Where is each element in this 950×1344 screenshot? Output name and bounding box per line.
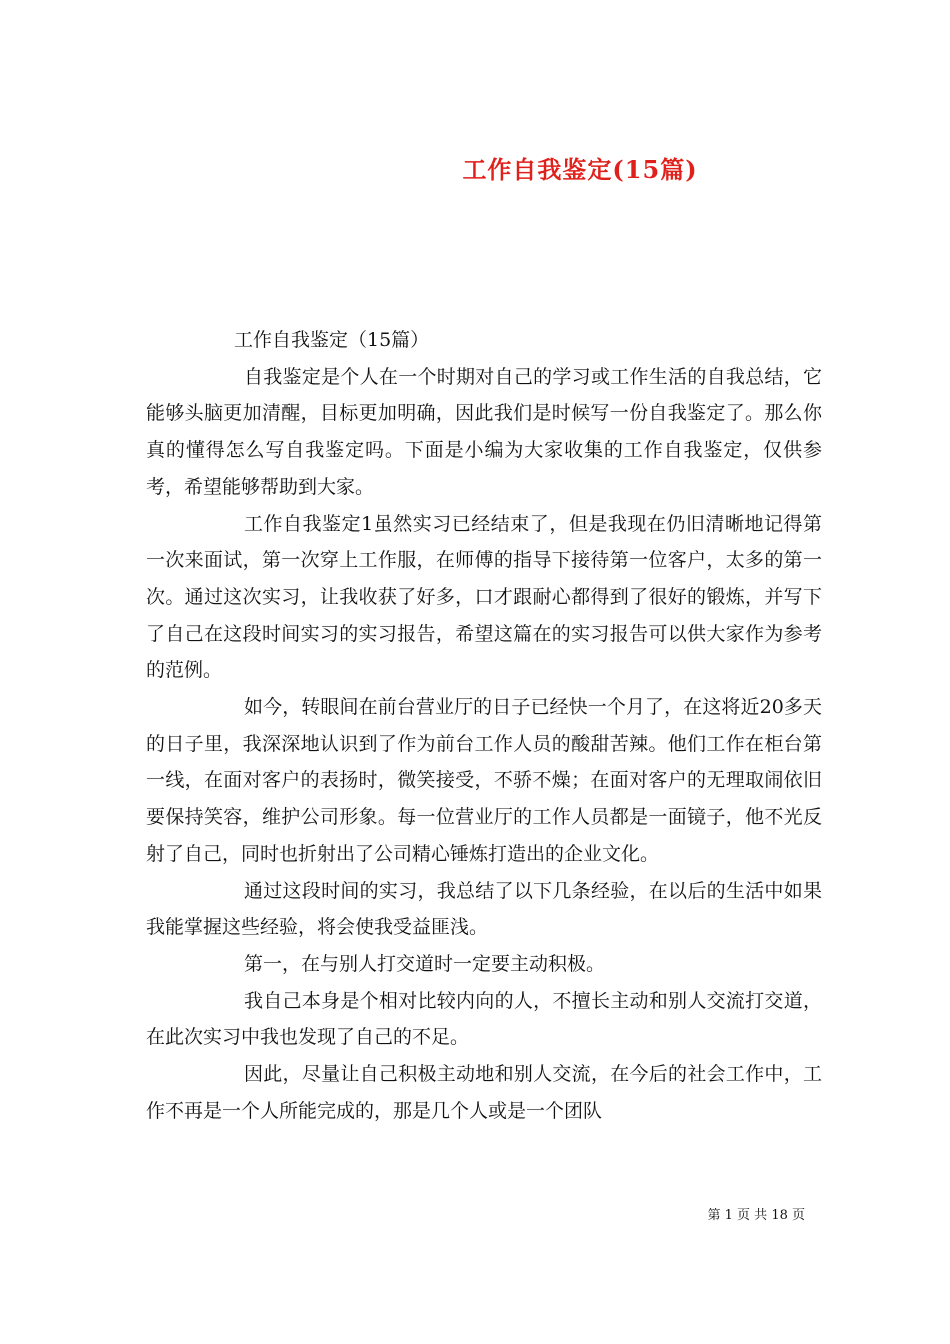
- paragraph-experience-summary: 通过这段时间的实习，我总结了以下几条经验，在以后的生活中如果我能掌握这些经验，将会使我受益匪浅。: [146, 879, 822, 939]
- document-body: [146, 322, 822, 1129]
- document-title: 工作自我鉴定(15篇): [462, 155, 698, 185]
- paragraph-front-desk: 如今，转眼间在前台营业厅的日子已经快一个月了，在这将近20多天的日子里，我深深地认识到了作为前台工作人员的酸甜苦辣。他们工作在柜台第一线，在面对客户的表扬时，微笑接受，不骄不燥；在面对客户的无理取闹依旧要保持笑容，维护公司形象。每一位营业厅的工作人员都是一面镜子，他不光反射了自己，同时也折射出了公司精心锤炼打造出的企业文化。: [146, 696, 822, 865]
- paragraph-teamwork: 因此，尽量让自己积极主动地和别人交流，在今后的社会工作中，工作不再是一个人所能完成的，那是几个人或是一个团队: [146, 1063, 822, 1122]
- section-heading: 工作自我鉴定（15篇）: [234, 329, 430, 351]
- page-number-footer: 第 1 页 共 18 页: [707, 1208, 805, 1223]
- paragraph-appraisal-1: 工作自我鉴定1虽然实习已经结束了，但是我现在仍旧清晰地记得第一次来面试，第一次穿上工作服，在师傅的指导下接待第一位客户，太多的第一次。通过这次实习，让我收获了好多，口才跟耐心都得到了很好的锻炼，并写下了自己在这段时间实习的实习报告，希望这篇在的实习报告可以供大家作为参考的范例。: [146, 512, 822, 682]
- paragraph-introvert: 我自己本身是个相对比较内向的人，不擅长主动和别人交流打交道，在此次实习中我也发现了自己的不足。: [146, 989, 822, 1049]
- paragraph-point-one: 第一，在与别人打交道时一定要主动积极。: [244, 952, 606, 975]
- paragraph-intro: 自我鉴定是个人在一个时期对自己的学习或工作生活的自我总结，它能够头脑更加清醒，目标更加明确，因此我们是时候写一份自我鉴定了。那么你真的懂得怎么写自我鉴定吗。下面是小编为大家收集的工作自我鉴定，仅供参考，希望能够帮助到大家。: [146, 365, 822, 498]
